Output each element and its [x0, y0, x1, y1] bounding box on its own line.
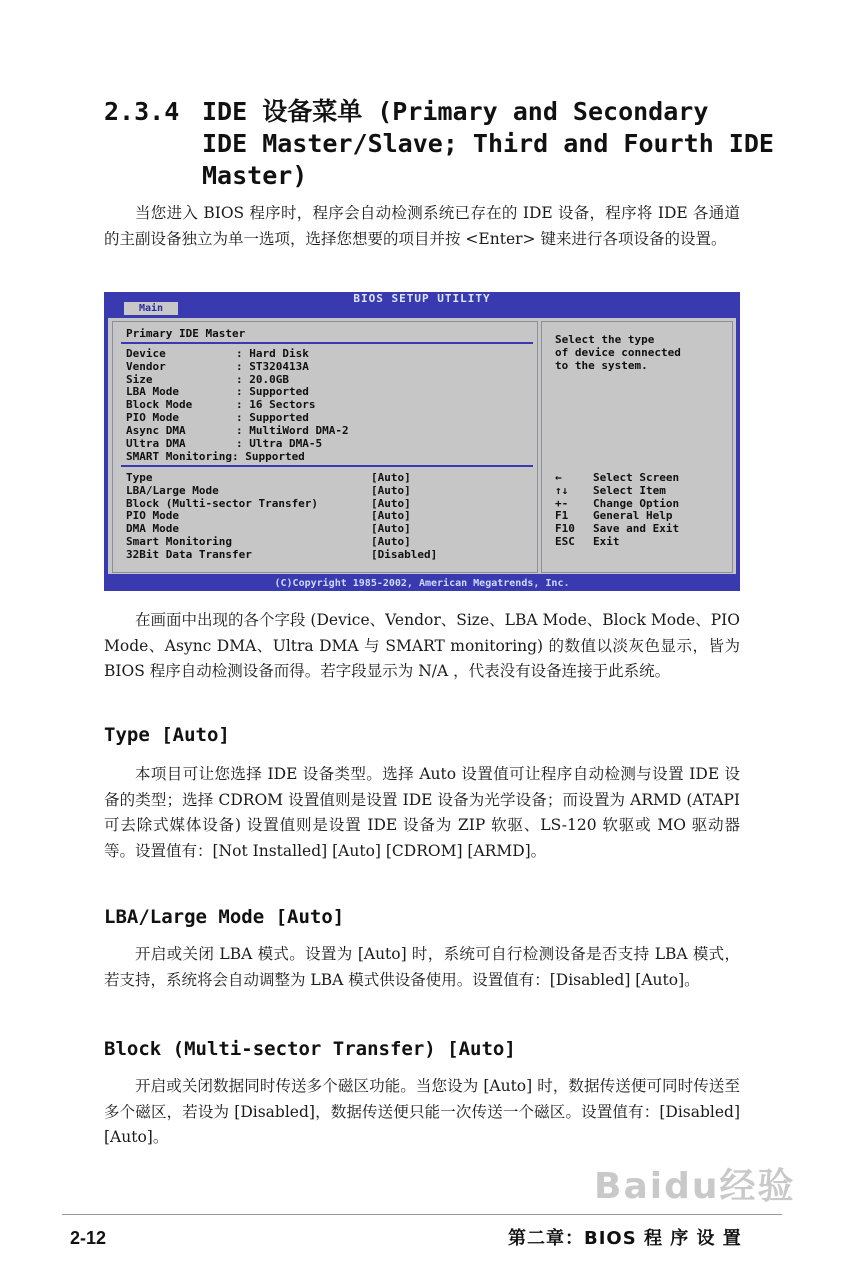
bios-tab-main[interactable]: Main	[124, 302, 178, 315]
bios-option-label: Block (Multi-sector Transfer)	[126, 496, 319, 510]
fields-paragraph	[104, 608, 740, 685]
bios-smart-line: SMART Monitoring: Supported	[126, 450, 305, 463]
bios-option-value[interactable]: [Auto]	[371, 522, 411, 536]
bios-help-line: of device connected	[555, 345, 681, 359]
bios-info-value: : MultiWord DMA-2	[236, 423, 349, 437]
bios-info-key: PIO Mode	[126, 410, 179, 424]
bios-option-value[interactable]: [Auto]	[371, 496, 411, 510]
section-title-line1: IDE 设备菜单 (Primary and Secondary	[202, 97, 709, 126]
bios-screenshot	[104, 292, 740, 591]
section-lba-text: 开启或关闭 LBA 模式。设置为 [Auto] 时，系统可自行检测设备是否支持 LBA 模式，若支持，系统将会自动调整为 LBA 模式供设备使用。设置值有：[Disabled] [Auto]。	[104, 945, 740, 989]
section-title-line3: Master)	[202, 161, 308, 190]
bios-key-action: General Help	[593, 509, 673, 523]
section-block-paragraph	[104, 1074, 740, 1151]
intro-paragraph	[104, 201, 740, 252]
bios-copyright: (C)Copyright 1985-2002, American Megatrends, Inc.	[274, 578, 570, 589]
bios-help-line: to the system.	[555, 358, 648, 372]
bios-option-value[interactable]: [Auto]	[371, 534, 411, 548]
bios-option-value[interactable]: [Auto]	[371, 471, 411, 484]
bios-info-row	[126, 348, 349, 361]
bios-info-value: : Supported	[236, 410, 309, 424]
bios-key: ↑↓	[555, 483, 569, 497]
bios-info-key: LBA Mode	[126, 385, 179, 399]
section-title-line2: IDE Master/Slave; Third and Fourth IDE	[202, 129, 774, 158]
bios-left-pane	[112, 321, 538, 573]
section-number: 2.3.4	[104, 97, 180, 126]
bios-info-key: Size	[126, 372, 153, 386]
bios-options-list	[126, 472, 437, 562]
watermark-logo: Baidu经验	[594, 1166, 796, 1207]
section-block-heading: Block (Multi-sector Transfer) [Auto]	[104, 1038, 516, 1060]
bios-info-key: Block Mode	[126, 398, 193, 412]
bios-info-value: : Ultra DMA-5	[236, 436, 323, 450]
bios-option-value[interactable]: [Disabled]	[371, 547, 438, 561]
bios-option-label: 32Bit Data Transfer	[126, 547, 252, 561]
section-block-text: 开启或关闭数据同时传送多个磁区功能。当您设为 [Auto] 时，数据传送便可同时传送至多个磁区，若设为 [Disabled]，数据传送便只能一次传送一个磁区。设置值有：[Disabled] [Auto]。	[104, 1077, 740, 1146]
bios-key-action: Select Screen	[593, 471, 680, 484]
bios-option-label: Smart Monitoring	[126, 534, 232, 548]
bios-key-row	[555, 536, 679, 549]
bios-info-value: : Hard Disk	[236, 347, 309, 360]
bios-key-legend	[555, 472, 679, 549]
bios-panel	[108, 318, 736, 574]
bios-info-row	[126, 361, 349, 374]
bios-key: +-	[555, 496, 569, 510]
bios-option-label: PIO Mode	[126, 509, 179, 523]
bios-info-list	[126, 348, 349, 450]
bios-divider	[121, 465, 533, 467]
bios-info-value: : ST320413A	[236, 359, 309, 373]
bios-info-row	[126, 425, 349, 438]
bios-help-text	[555, 334, 681, 372]
bios-section-title: Primary IDE Master	[126, 327, 246, 340]
bios-key: ←	[555, 471, 562, 484]
bios-info-key: Ultra DMA	[126, 436, 186, 450]
bios-help-line: Select the type	[555, 333, 655, 346]
bios-key-action: Change Option	[593, 496, 680, 510]
bios-divider	[121, 342, 533, 344]
bios-option-label: Type	[126, 471, 153, 484]
bios-option-label: LBA/Large Mode	[126, 483, 219, 497]
bios-key: F10	[555, 522, 575, 536]
bios-title: BIOS SETUP UTILITY	[353, 292, 491, 305]
section-type-paragraph	[104, 762, 740, 864]
fields-text: 在画面中出现的各个字段 (Device、Vendor、Size、LBA Mode、Block Mode、PIO Mode、Async DMA、Ultra DMA 与 SMART monitoring) 的数值以淡灰色显示，皆为 BIOS 程序自动检测设备而得。若字段显示为 N/A ，代表没有设备连接于此系统。	[104, 611, 740, 680]
section-type-heading: Type [Auto]	[104, 724, 230, 746]
bios-info-row	[126, 438, 349, 451]
bios-info-value: : 20.0GB	[236, 372, 289, 386]
bios-info-row	[126, 412, 349, 425]
bios-right-pane	[541, 321, 733, 573]
bios-option-label: DMA Mode	[126, 522, 179, 536]
bios-key: F1	[555, 509, 569, 523]
section-type-text: 本项目可让您选择 IDE 设备类型。选择 Auto 设置值可让程序自动检测与设置 IDE 设备的类型；选择 CDROM 设置值则是设置 IDE 设备为光学设备；而设置为 ARMD (ATAPI 可去除式媒体设备) 设置值则是设置 IDE 设备为 ZIP 软驱、LS-120 软驱或 MO 驱动器等。设置值有：[Not Installed] [Auto] [CDROM] [ARMD]。	[104, 765, 740, 860]
bios-info-value: : Supported	[236, 385, 309, 399]
bios-option-value[interactable]: [Auto]	[371, 483, 411, 497]
bios-key-action: Select Item	[593, 483, 666, 497]
bios-option-row[interactable]	[126, 549, 437, 562]
footer-divider	[62, 1214, 782, 1215]
intro-text: 当您进入 BIOS 程序时，程序会自动检测系统已存在的 IDE 设备，程序将 IDE 各通道的主副设备独立为单一选项，选择您想要的项目并按 <Enter> 键来进行各项设备的设置。	[104, 204, 740, 248]
page-number: 2-12	[70, 1228, 107, 1248]
section-lba-heading: LBA/Large Mode [Auto]	[104, 906, 345, 928]
chapter-title: 第二章：BIOS 程 序 设 置	[508, 1228, 742, 1249]
bios-info-key: Device	[126, 347, 166, 360]
bios-info-value: : 16 Sectors	[236, 398, 316, 412]
bios-option-value[interactable]: [Auto]	[371, 509, 411, 523]
bios-key-action: Save and Exit	[593, 522, 680, 536]
bios-key-action: Exit	[593, 534, 620, 548]
bios-info-key: Async DMA	[126, 423, 186, 437]
bios-info-key: Vendor	[126, 359, 166, 373]
section-lba-paragraph	[104, 942, 740, 993]
bios-key: ESC	[555, 534, 575, 548]
